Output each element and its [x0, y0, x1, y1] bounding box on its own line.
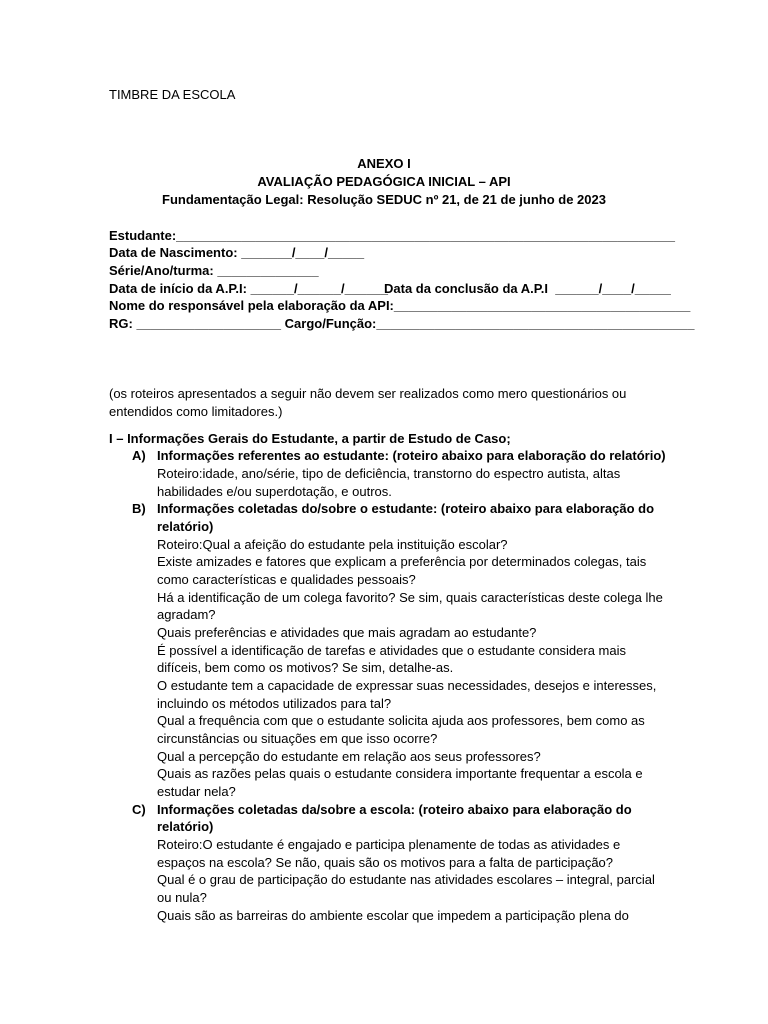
item-c-text-line: Roteiro:O estudante é engajado e participa plenamente de todas as atividades e — [157, 837, 621, 852]
item-a-heading: Informações referentes ao estudante: (roteiro abaixo para elaboração do relatório) — [157, 448, 666, 463]
item-c-text-line: Qual é o grau de participação do estudante nas atividades escolares – integral, parcial — [157, 872, 655, 887]
note-line-1: (os roteiros apresentados a seguir não devem ser realizados como mero questionários ou — [109, 386, 627, 401]
legal-basis: Fundamentação Legal: Resolução SEDUC nº 21, de 21 de junho de 2023 — [162, 192, 606, 207]
item-b-text-line: Qual a percepção do estudante em relação aos seus professores? — [157, 749, 541, 764]
student-field: Estudante:_____________________________________________________________________ — [109, 228, 676, 243]
item-b-text-line: É possível a identificação de tarefas e atividades que o estudante considera mais — [157, 643, 627, 658]
rg-role-field: RG: ____________________ Cargo/Função:____________________________________________ — [109, 316, 695, 331]
note-line-2: entendidos como limitadores.) — [109, 404, 283, 419]
item-b-text-line: como características e qualidades pessoais? — [157, 572, 416, 587]
item-c-text-line: espaços na escola? Se não, quais são os motivos para a falta de participação? — [157, 855, 614, 870]
item-a-text-line: Roteiro:idade, ano/série, tipo de deficiência, transtorno do espectro autista, altas — [157, 466, 621, 481]
item-c-letter: C) — [132, 802, 146, 817]
item-b-text-line: Roteiro:Qual a afeição do estudante pela instituição escolar? — [157, 537, 508, 552]
item-c-heading: relatório) — [157, 819, 214, 834]
item-b-text-line: agradam? — [157, 607, 216, 622]
responsible-field: Nome do responsável pela elaboração da API:_________________________________________ — [109, 298, 691, 313]
item-c-text-line: Quais são as barreiras do ambiente escolar que impedem a participação plena do — [157, 908, 629, 923]
item-c-heading: Informações coletadas da/sobre a escola: (roteiro abaixo para elaboração do — [157, 802, 632, 817]
item-b-text-line: Quais preferências e atividades que mais agradam ao estudante? — [157, 625, 537, 640]
school-letterhead: TIMBRE DA ESCOLA — [109, 87, 236, 102]
item-a-text-line: habilidades e/ou superdotação, e outros. — [157, 484, 392, 499]
item-b-text-line: circunstâncias ou situações em que isso ocorre? — [157, 731, 438, 746]
item-b-text-line: difíceis, bem como os motivos? Se sim, detalhe-as. — [157, 660, 454, 675]
item-b-text-line: Há a identificação de um colega favorito? Se sim, quais características deste colega lhe — [157, 590, 663, 605]
item-b-text-line: Qual a frequência com que o estudante solicita ajuda aos professores, bem como as — [157, 713, 645, 728]
grade-field: Série/Ano/turma: ______________ — [109, 263, 319, 278]
section-i-heading: I – Informações Gerais do Estudante, a partir de Estudo de Caso; — [109, 431, 511, 446]
start-date-field: Data de início da A.P.I: ______/______/______ — [109, 281, 388, 296]
end-date-field: Data da conclusão da A.P.I ______/____/_____ — [384, 281, 671, 296]
item-b-text-line: Existe amizades e fatores que explicam a preferência por determinados colegas, tais — [157, 554, 647, 569]
item-a-letter: A) — [132, 448, 146, 463]
item-b-text-line: Quais as razões pelas quais o estudante considera importante frequentar a escola e — [157, 766, 643, 781]
document-title: AVALIAÇÃO PEDAGÓGICA INICIAL – API — [257, 174, 511, 189]
item-b-text-line: incluindo os métodos utilizados para tal? — [157, 696, 392, 711]
item-b-heading: Informações coletadas do/sobre o estudante: (roteiro abaixo para elaboração do — [157, 501, 655, 516]
item-c-text-line: ou nula? — [157, 890, 207, 905]
item-b-letter: B) — [132, 501, 146, 516]
item-b-text-line: O estudante tem a capacidade de expressar suas necessidades, desejos e interesses, — [157, 678, 657, 693]
birth-date-field: Data de Nascimento: _______/____/_____ — [109, 245, 365, 260]
item-b-text-line: estudar nela? — [157, 784, 236, 799]
item-b-heading: relatório) — [157, 519, 214, 534]
annex-label: ANEXO I — [357, 156, 411, 171]
